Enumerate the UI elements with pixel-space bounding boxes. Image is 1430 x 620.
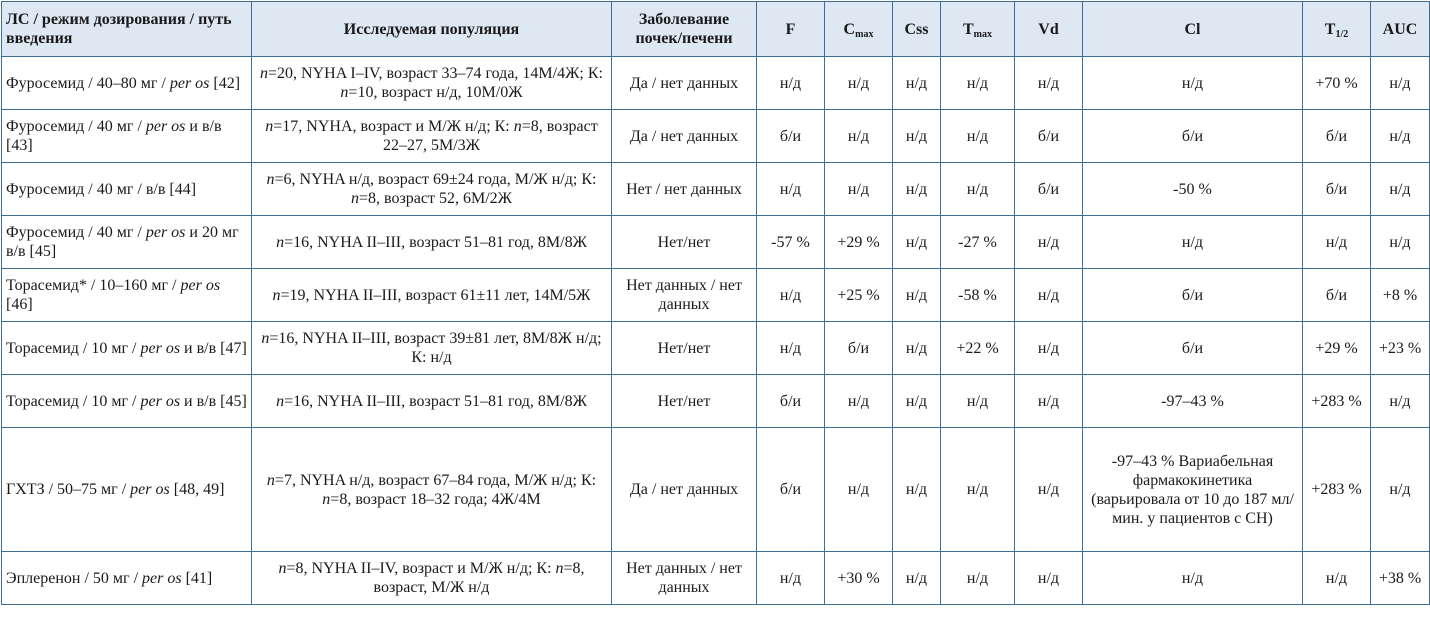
cmax-cell: +30 %	[825, 552, 893, 605]
population-cell	[252, 216, 612, 269]
population-cell	[252, 269, 612, 322]
f-cell: н/д	[757, 269, 825, 322]
tmax-cell: н/д	[941, 110, 1015, 163]
header-cl: Cl	[1083, 2, 1303, 57]
population-n: n	[272, 286, 281, 304]
header-thalf-sub: 1/2	[1335, 28, 1349, 40]
auc-cell: н/д	[1371, 110, 1430, 163]
auc-cell: н/д	[1371, 428, 1430, 552]
drug-route: per os	[145, 118, 186, 135]
disease-cell: Нет/нет	[612, 216, 757, 269]
header-row	[2, 2, 1430, 57]
thalf-cell: б/и	[1303, 163, 1371, 216]
tmax-cell: н/д	[941, 428, 1015, 552]
header-vd: Vd	[1015, 2, 1083, 57]
population-text: =8, NYHA II–IV, возраст и М/Ж н/д; К:	[286, 560, 556, 577]
control-n: n	[351, 190, 359, 207]
population-cell	[252, 57, 612, 110]
css-cell: н/д	[893, 428, 941, 552]
population-cell	[252, 428, 612, 552]
drug-ref: [48, 49]	[169, 481, 225, 498]
disease-cell: Нет/нет	[612, 322, 757, 375]
thalf-cell: б/и	[1303, 269, 1371, 322]
css-cell: н/д	[893, 269, 941, 322]
drug-cell	[2, 216, 252, 269]
vd-cell: н/д	[1015, 428, 1083, 552]
vd-cell: б/и	[1015, 163, 1083, 216]
control-text: =8, возраст 18–32 года; 4Ж/4М	[330, 490, 541, 508]
population-cell	[252, 110, 612, 163]
population-cell	[252, 163, 612, 216]
cmax-cell: н/д	[825, 110, 893, 163]
vd-cell: н/д	[1015, 552, 1083, 605]
drug-text: Фуросемид / 40 мг / в/в [44]	[6, 180, 197, 198]
population-n: n	[266, 171, 275, 188]
cl-cell: -50 %	[1083, 163, 1303, 216]
table-row	[2, 110, 1430, 163]
f-cell: н/д	[757, 163, 825, 216]
pharmacokinetics-table	[1, 1, 1430, 605]
header-thalf-base: T	[1324, 20, 1336, 38]
f-cell: н/д	[757, 57, 825, 110]
cl-cell: б/и	[1083, 269, 1303, 322]
cmax-cell: +25 %	[825, 269, 893, 322]
table-row	[2, 375, 1430, 428]
tmax-cell: -58 %	[941, 269, 1015, 322]
css-cell: н/д	[893, 57, 941, 110]
table-row	[2, 322, 1430, 375]
tmax-cell: +22 %	[941, 322, 1015, 375]
thalf-cell: +283 %	[1303, 428, 1371, 552]
control-text: =8, возраст, М/Ж н/д	[373, 560, 585, 596]
f-cell: н/д	[757, 322, 825, 375]
drug-cell	[2, 110, 252, 163]
auc-cell: н/д	[1371, 57, 1430, 110]
population-n: n	[278, 560, 287, 577]
f-cell: -57 %	[757, 216, 825, 269]
table-row	[2, 216, 1430, 269]
cmax-cell: +29 %	[825, 216, 893, 269]
auc-cell: н/д	[1371, 163, 1430, 216]
population-n: n	[276, 233, 285, 251]
auc-cell: н/д	[1371, 216, 1430, 269]
population-n: n	[260, 65, 268, 82]
drug-ref: и в/в [43]	[6, 118, 222, 154]
header-cmax-base: C	[843, 20, 856, 38]
f-cell: б/и	[757, 375, 825, 428]
cl-cell: -97–43 % Вариабельная фармакокинетика (варьировала от 10 до 187 мл/мин. у пациентов с СН)	[1083, 428, 1303, 552]
control-n: n	[340, 84, 349, 101]
population-n: n	[265, 118, 274, 135]
drug-text: ГХТЗ / 50–75 мг /	[6, 481, 127, 498]
cl-cell: н/д	[1083, 57, 1303, 110]
disease-cell: Нет данных / нет данных	[612, 552, 757, 605]
drug-cell	[2, 322, 252, 375]
header-disease: Заболевание почек/печени	[612, 2, 757, 57]
tmax-cell: н/д	[941, 552, 1015, 605]
thalf-cell: б/и	[1303, 110, 1371, 163]
drug-text: Торасемид* / 10–160 мг /	[6, 277, 177, 294]
disease-cell: Да / нет данных	[612, 428, 757, 552]
drug-ref: [41]	[181, 569, 213, 587]
cmax-cell: н/д	[825, 428, 893, 552]
disease-cell: Да / нет данных	[612, 110, 757, 163]
vd-cell: н/д	[1015, 375, 1083, 428]
cl-cell: -97–43 %	[1083, 375, 1303, 428]
drug-ref: и в/в [47]	[180, 339, 247, 357]
population-n: n	[276, 392, 285, 410]
cl-cell: б/и	[1083, 322, 1303, 375]
vd-cell: н/д	[1015, 269, 1083, 322]
drug-text: Эплеренон / 50 мг /	[6, 569, 139, 587]
population-n: n	[266, 471, 275, 489]
disease-cell: Да / нет данных	[612, 57, 757, 110]
f-cell: н/д	[757, 552, 825, 605]
header-cmax-sub: max	[855, 28, 874, 40]
auc-cell: +38 %	[1371, 552, 1430, 605]
vd-cell: н/д	[1015, 322, 1083, 375]
population-text: =17, NYHA, возраст и М/Ж н/д; К:	[273, 118, 514, 135]
population-text: =16, NYHA II–III, возраст 51–81 год, 8М/8Ж	[284, 392, 587, 410]
thalf-cell: +70 %	[1303, 57, 1371, 110]
header-tmax-sub: max	[973, 28, 992, 40]
cl-cell: н/д	[1083, 552, 1303, 605]
auc-cell: +23 %	[1371, 322, 1430, 375]
population-text: =6, NYHA н/д, возраст 69±24 года, М/Ж н/д; К:	[274, 171, 597, 188]
header-f: F	[757, 2, 825, 57]
drug-text: Фуросемид / 40–80 мг /	[6, 74, 166, 92]
vd-cell: н/д	[1015, 57, 1083, 110]
f-cell: б/и	[757, 428, 825, 552]
drug-route: per os	[180, 277, 221, 294]
disease-cell: Нет/нет	[612, 375, 757, 428]
drug-ref: и 20 мг в/в [45]	[6, 224, 239, 260]
cmax-cell: н/д	[825, 375, 893, 428]
control-text: =8, возраст 52, 6М/2Ж	[359, 190, 512, 207]
f-cell: б/и	[757, 110, 825, 163]
drug-ref: [42]	[209, 74, 241, 92]
drug-text: Торасемид / 10 мг /	[6, 392, 137, 410]
header-tmax-base: T	[962, 20, 974, 38]
header-css: Css	[893, 2, 941, 57]
header-thalf	[1303, 2, 1371, 57]
population-cell	[252, 552, 612, 605]
drug-route: per os	[140, 392, 181, 410]
tmax-cell: н/д	[941, 163, 1015, 216]
drug-route: per os	[142, 569, 182, 587]
drug-cell	[2, 428, 252, 552]
population-cell	[252, 322, 612, 375]
population-cell	[252, 375, 612, 428]
drug-cell	[2, 163, 252, 216]
vd-cell: б/и	[1015, 110, 1083, 163]
population-text: =19, NYHA II–III, возраст 61±11 лет, 14М/5Ж	[280, 286, 591, 304]
drug-text: Фуросемид / 40 мг /	[6, 118, 142, 135]
drug-cell	[2, 552, 252, 605]
control-n: n	[322, 490, 331, 508]
control-n: n	[555, 560, 564, 577]
tmax-cell: н/д	[941, 375, 1015, 428]
css-cell: н/д	[893, 216, 941, 269]
auc-cell: н/д	[1371, 375, 1430, 428]
drug-route: per os	[169, 74, 210, 92]
population-n: n	[261, 330, 270, 347]
header-cmax	[825, 2, 893, 57]
drug-ref: [46]	[6, 296, 33, 313]
control-n: n	[513, 118, 522, 135]
header-population: Исследуемая популяция	[252, 2, 612, 57]
drug-route: per os	[140, 339, 181, 357]
thalf-cell: +283 %	[1303, 375, 1371, 428]
cl-cell: б/и	[1083, 110, 1303, 163]
thalf-cell: н/д	[1303, 216, 1371, 269]
cmax-cell: н/д	[825, 57, 893, 110]
cmax-cell: б/и	[825, 322, 893, 375]
header-auc: AUC	[1371, 2, 1430, 57]
cmax-cell: н/д	[825, 163, 893, 216]
table-row	[2, 57, 1430, 110]
drug-route: per os	[145, 224, 186, 241]
auc-cell: +8 %	[1371, 269, 1430, 322]
css-cell: н/д	[893, 110, 941, 163]
drug-text: Фуросемид / 40 мг /	[6, 224, 142, 241]
header-tmax	[941, 2, 1015, 57]
population-text: =16, NYHA II–III, возраст 39±81 лет, 8М/8Ж н/д; К: н/д	[269, 330, 602, 366]
tmax-cell: -27 %	[941, 216, 1015, 269]
css-cell: н/д	[893, 322, 941, 375]
table-body	[2, 57, 1430, 605]
control-text: =8, возраст 22–27, 5М/3Ж	[382, 118, 598, 154]
cl-cell: н/д	[1083, 216, 1303, 269]
thalf-cell: +29 %	[1303, 322, 1371, 375]
drug-cell	[2, 375, 252, 428]
thalf-cell: н/д	[1303, 552, 1371, 605]
disease-cell: Нет / нет данных	[612, 163, 757, 216]
drug-cell	[2, 57, 252, 110]
table-row	[2, 269, 1430, 322]
population-text: =20, NYHA I–IV, возраст 33–74 года, 14М/4Ж; К:	[268, 65, 603, 82]
drug-ref: и в/в [45]	[180, 392, 247, 410]
population-text: =16, NYHA II–III, возраст 51–81 год, 8М/8Ж	[284, 233, 587, 251]
disease-cell: Нет данных / нет данных	[612, 269, 757, 322]
css-cell: н/д	[893, 552, 941, 605]
drug-cell	[2, 269, 252, 322]
css-cell: н/д	[893, 163, 941, 216]
tmax-cell: н/д	[941, 57, 1015, 110]
table-row	[2, 428, 1430, 552]
header-drug: ЛС / режим дозирования / путь введения	[2, 2, 252, 57]
vd-cell: н/д	[1015, 216, 1083, 269]
drug-text: Торасемид / 10 мг /	[6, 339, 137, 357]
control-text: =10, возраст н/д, 10М/0Ж	[348, 84, 523, 101]
css-cell: н/д	[893, 375, 941, 428]
drug-route: per os	[130, 481, 170, 498]
table-row	[2, 552, 1430, 605]
population-text: =7, NYHA н/д, возраст 67–84 года, М/Ж н/д; К:	[274, 471, 597, 489]
table-row	[2, 163, 1430, 216]
